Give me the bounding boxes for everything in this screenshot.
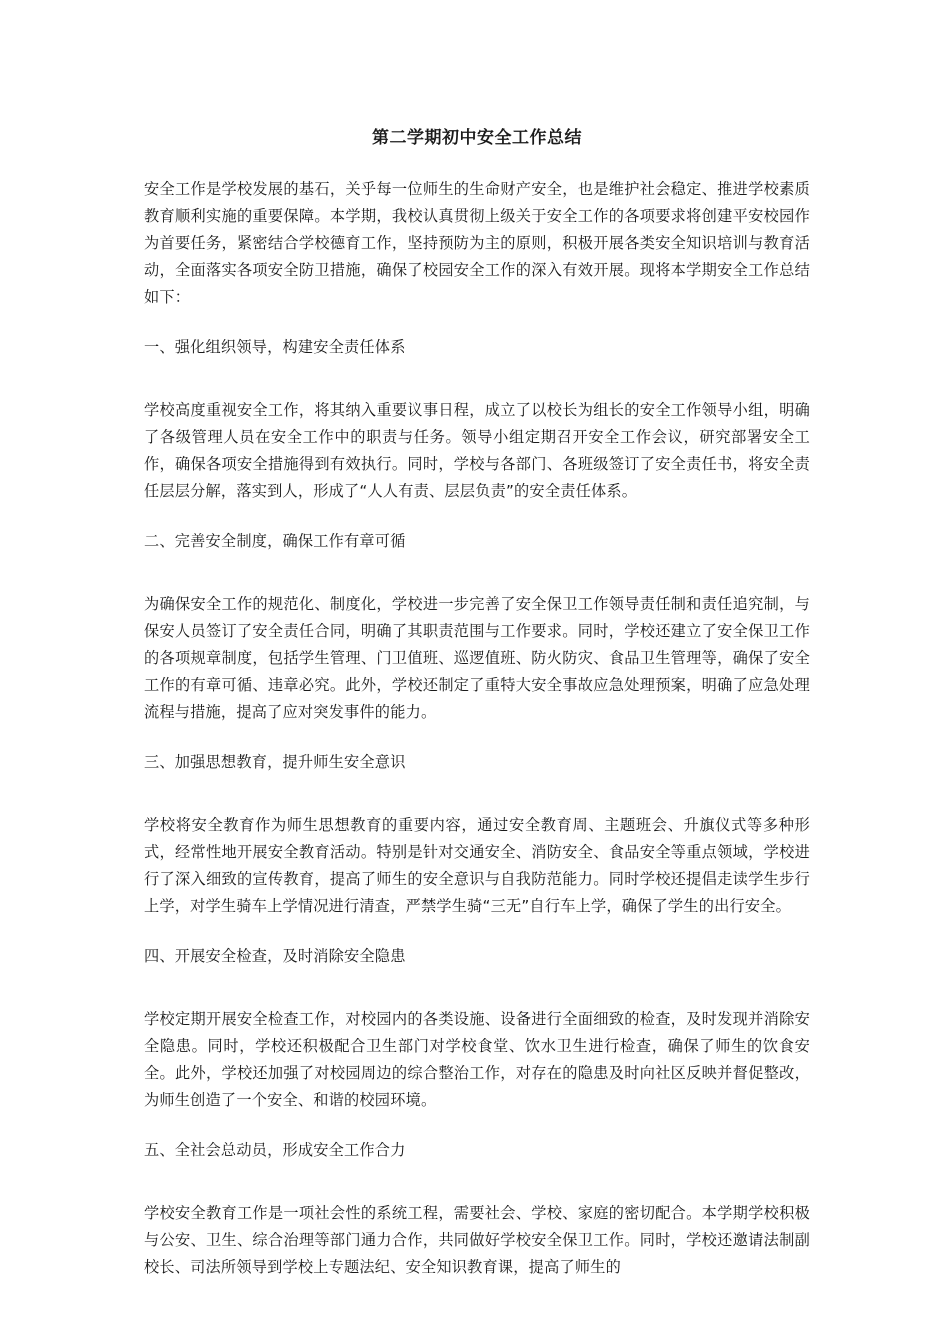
section-heading-3: 三、加强思想教育，提升师生安全意识 — [144, 753, 406, 771]
section-heading-5: 五、全社会总动员，形成安全工作合力 — [144, 1141, 406, 1159]
section-body-1: 学校高度重视安全工作，将其纳入重要议事日程，成立了以校长为组长的安全工作领导小组，明确了各级管理人员在安全工作中的职责与任务。领导小组定期召开安全工作会议，研究部署安全工作，确保各项安全措施得到有效执行。同时，学校与各部门、各班级签订了安全责任书，将安全责任层层分解，落实到人，形成了“人人有责、层层负责”的安全责任体系。 — [144, 401, 810, 500]
document-page — [144, 124, 810, 1281]
document-title: 第二学期初中安全工作总结 — [372, 128, 582, 148]
intro-paragraph: 安全工作是学校发展的基石，关乎每一位师生的生命财产安全，也是维护社会稳定、推进学校素质教育顺利实施的重要保障。本学期，我校认真贯彻上级关于安全工作的各项要求将创建平安校园作为首要任务，紧密结合学校德育工作，坚持预防为主的原则，积极开展各类安全知识培训与教育活动，全面落实各项安全防卫措施，确保了校园安全工作的深入有效开展。现将本学期安全工作总结如下： — [144, 180, 810, 306]
section-heading-2: 二、完善安全制度，确保工作有章可循 — [144, 532, 406, 550]
section-heading-4: 四、开展安全检查，及时消除安全隐患 — [144, 947, 406, 965]
section-body-2: 为确保安全工作的规范化、制度化，学校进一步完善了安全保卫工作领导责任制和责任追究制，与保安人员签订了安全责任合同，明确了其职责范围与工作要求。同时，学校还建立了安全保卫工作的各项规章制度，包括学生管理、门卫值班、巡逻值班、防火防灾、食品卫生管理等，确保了安全工作的有章可循、违章必究。此外，学校还制定了重特大安全事故应急处理预案，明确了应急处理流程与措施，提高了应对突发事件的能力。 — [144, 595, 810, 721]
section-body-5: 学校安全教育工作是一项社会性的系统工程，需要社会、学校、家庭的密切配合。本学期学校积极与公安、卫生、综合治理等部门通力合作，共同做好学校安全保卫工作。同时，学校还邀请法制副校长、司法所领导到学校上专题法纪、安全知识教育课，提高了师生的 — [144, 1204, 810, 1276]
section-body-4: 学校定期开展安全检查工作，对校园内的各类设施、设备进行全面细致的检查，及时发现并消除安全隐患。同时，学校还积极配合卫生部门对学校食堂、饮水卫生进行检查，确保了师生的饮食安全。此外，学校还加强了对校园周边的综合整治工作，对存在的隐患及时向社区反映并督促整改，为师生创造了一个安全、和谐的校园环境。 — [144, 1010, 810, 1109]
section-heading-1: 一、强化组织领导，构建安全责任体系 — [144, 338, 406, 356]
section-body-3: 学校将安全教育作为师生思想教育的重要内容，通过安全教育周、主题班会、升旗仪式等多种形式，经常性地开展安全教育活动。特别是针对交通安全、消防安全、食品安全等重点领域，学校进行了深入细致的宣传教育，提高了师生的安全意识与自我防范能力。同时学校还提倡走读学生步行上学，对学生骑车上学情况进行清查，严禁学生骑“三无”自行车上学，确保了学生的出行安全。 — [144, 816, 810, 915]
